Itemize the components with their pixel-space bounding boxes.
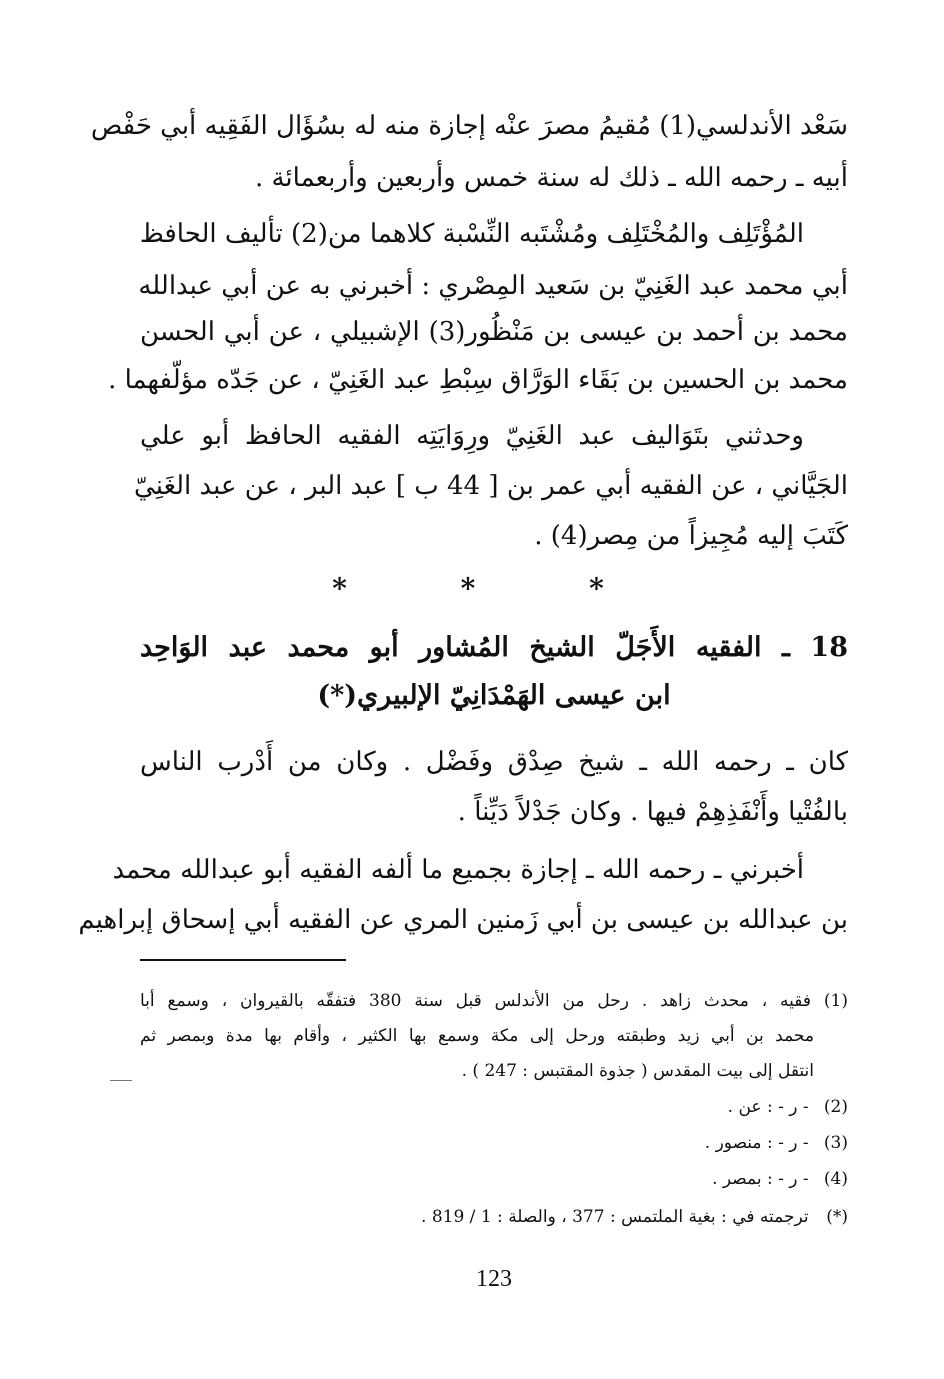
footnote-number: (4) [823, 1169, 848, 1189]
footnote-line: انتقل إلى بيت المقدس ( جذوة المقتبس : 247 ) . [461, 1061, 814, 1081]
text-line: أبيه ـ رحمه الله ـ ذلك له سنة خمس وأربعين وأربعمائة . [254, 163, 848, 193]
text-line: سَعْد الأندلسي(1) مُقيمُ مصرَ عنْه إجازة منه له بسُؤَال الفَقِيه أبي حَفْص [90, 111, 848, 141]
entry-heading: 18 ـ الفقيه الأَجَلّ الشيخ المُشاور أبو محمد عبد الوَاحِد [140, 632, 848, 663]
text-line: أبي محمد عبد الغَنِيّ بن سَعيد المِصْري : أخبرني به عن أبي عبدالله [138, 271, 848, 301]
text-line: المُؤْتَلِف والمُخْتَلِف ومُشْتَبه النِّسْبة كلاهما من(2) تأليف الحافظ [139, 219, 804, 249]
footnote-text: - ر - : منصور . [704, 1133, 809, 1153]
footnote [140, 1202, 848, 1232]
footnote-separator-rule [140, 959, 346, 961]
text-line: كَتَبَ إليه مُجِيزاً من مِصر(4) . [534, 521, 848, 551]
margin-mark [110, 1080, 132, 1081]
text-line: كان ـ رحمه الله ـ شيخ صِدْق وفَضْل . وكان من أَدْرب الناس [140, 747, 848, 777]
text-line: وحدثني بتَوَاليف عبد الغَنِيّ ورِوَايَتِه الفقيه الحافظ أبو علي [140, 421, 804, 451]
text-line: الجَيَّاني ، عن الفقيه أبي عمر بن [ 44 ب ] عبد البر ، عن عبد الغَنِيّ [134, 471, 848, 501]
footnote [140, 1128, 848, 1158]
entry-heading-continuation: ابن عيسى الهَمْدَانِيّ الإلبيري(*) [317, 680, 671, 711]
footnote-number: (3) [823, 1133, 848, 1153]
text-line: بالفُتْيا وأَنْفَذِهِمْ فيها . وكان جَدْلاً دَيِّناً . [457, 797, 848, 827]
footnote-line: (1) فقيه ، محدث زاهد . رحل من الأندلس قبل سنة 380 فتفقّه بالقيروان ، وسمع أبا [140, 991, 848, 1011]
text-line: بن عبدالله بن عيسى بن أبي زَمنين المري عن الفقيه أبي إسحاق إبراهيم [78, 905, 848, 935]
page-number: 123 [476, 1266, 512, 1292]
footnote-number: (2) [823, 1097, 848, 1117]
footnote-line: محمد بن أبي زيد وطبقته ورحل إلى مكة وسمع بها الكثير ، وأقام بها مدة وبمصر ثم [140, 1026, 814, 1046]
section-separator: * * * [332, 572, 656, 605]
footnote-text: - ر - : بمصر . [712, 1169, 809, 1189]
footnote-text: - ر - : عن . [727, 1097, 809, 1117]
text-line: محمد بن أحمد بن عيسى بن مَنْظُور(3) الإشبيلي ، عن أبي الحسن [140, 317, 848, 347]
text-line: محمد بن الحسين بن بَقَاء الوَرَّاق سِبْطِ عبد الغَنِيّ ، عن جَدّه مؤلّفهما . [108, 365, 848, 395]
footnote [140, 1164, 848, 1194]
footnote [140, 1092, 848, 1122]
footnote-number: (*) [826, 1207, 848, 1227]
text-line: أخبرني ـ رحمه الله ـ إجازة بجميع ما ألفه الفقيه أبو عبدالله محمد [112, 855, 804, 885]
footnote-text: ترجمته في : بغية الملتمس : 377 ، والصلة : 1 / 819 . [421, 1207, 809, 1227]
